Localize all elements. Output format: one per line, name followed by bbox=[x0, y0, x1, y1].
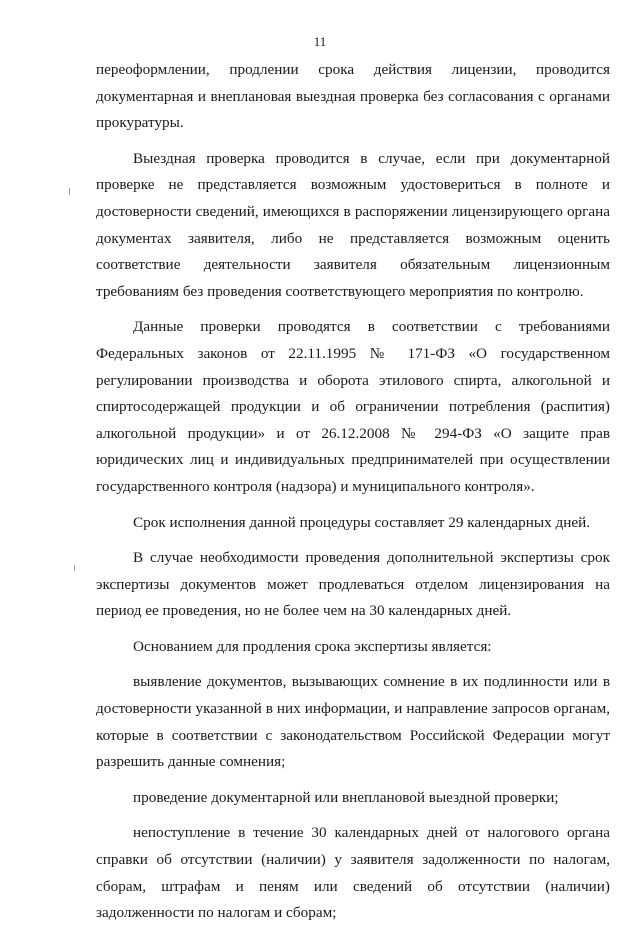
paragraph-legal-basis: Данные проверки проводятся в соответствии с требованиями Федеральных законов от 22.11.1995 № 171-ФЗ «О государственном регулировании производства и оборота этилового спирта, алкогольной и спиртосодержащей продукции и об ограничении потребления (распития) алкогольной продукции» и от 26.12.2008 № 294-ФЗ «О защите прав юридических лиц и индивидуальных предпринимателей при осуществлении государственного контроля (надзора) и муниципального контроля». bbox=[96, 318, 610, 495]
paragraph-extension-grounds: Основанием для продления срока экспертизы является: bbox=[133, 637, 492, 655]
list-item-inspection: проведение документарной или внеплановой выездной проверки; bbox=[133, 788, 559, 806]
paragraph-onsite-inspection: Выездная проверка проводится в случае, если при документарной проверке не представляется возможным удостовериться в полноте и достоверности сведений, имеющихся в распоряжении лицензирующего органа документах заявителя, либо не представляется возможным оценить соответствие деятельности заявителя обязательным лицензионным требованиям без проведения соответствующего мероприятия по контролю. bbox=[96, 149, 610, 300]
document-body bbox=[96, 57, 610, 927]
list-item-document-doubts: выявление документов, вызывающих сомнение в их подлинности или в достоверности указанной в них информации, и направление запросов органам, которые в соответствии с законодательством Российской Федерации могут разрешить данные сомнения; bbox=[96, 673, 610, 771]
paragraph-expertise-extension: В случае необходимости проведения дополнительной экспертизы срок экспертизы документов может продлеваться отделом лицензирования на период ее проведения, но не более чем на 30 календарных дней. bbox=[96, 549, 610, 620]
page-number: 11 bbox=[313, 34, 327, 49]
margin-mark bbox=[69, 188, 70, 195]
paragraph-procedure-term: Срок исполнения данной процедуры составляет 29 календарных дней. bbox=[133, 513, 590, 531]
list-item-tax-certificate: непоступление в течение 30 календарных дней от налогового органа справки об отсутствии (наличии) у заявителя задолженности по налогам, сборам, штрафам и пеням или сведений об отсутствии (наличии) задолженности по налогам и сборам; bbox=[96, 824, 610, 922]
paragraph-continuation: переоформлении, продлении срока действия лицензии, проводится документарная и внеплановая выездная проверка без согласования с органами прокуратуры. bbox=[96, 61, 610, 132]
margin-mark bbox=[74, 565, 75, 571]
